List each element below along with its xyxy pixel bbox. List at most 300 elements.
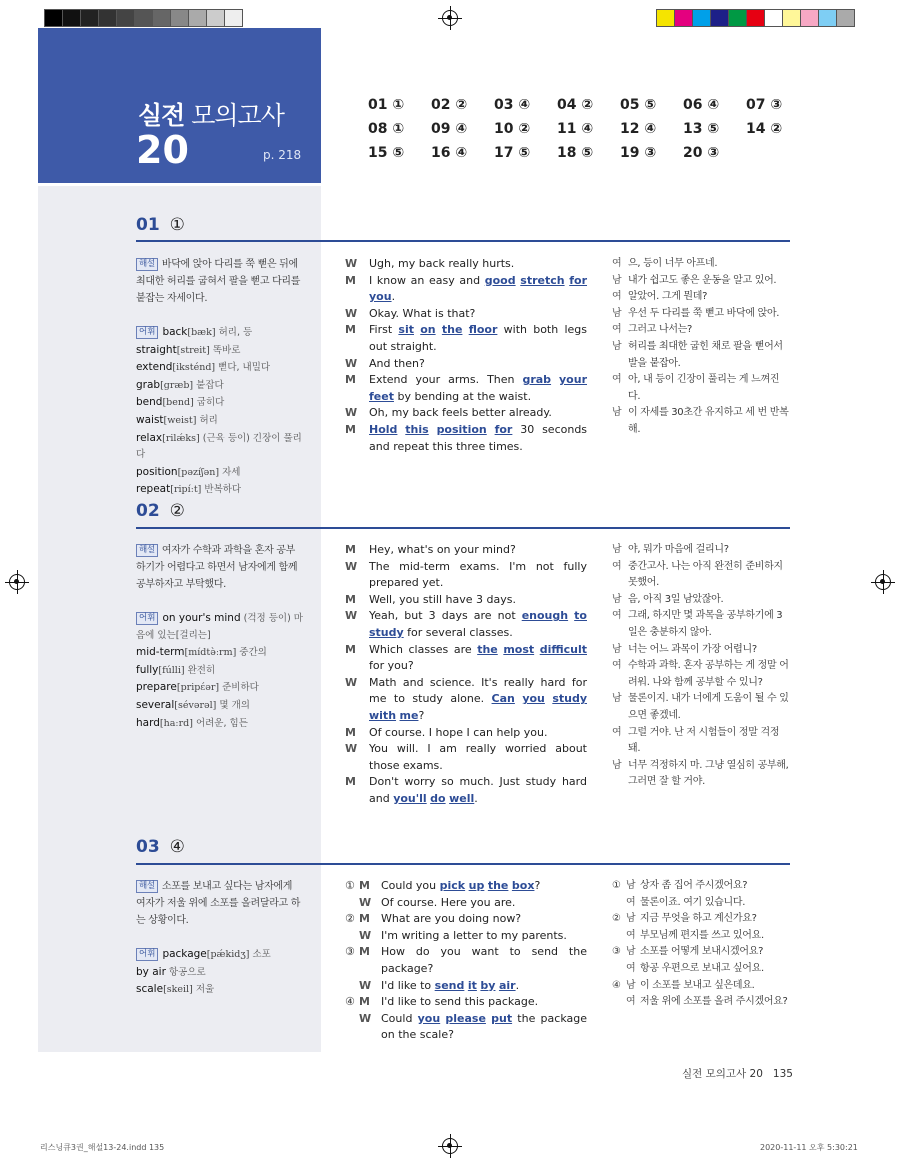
key-phrase: you [522,692,545,706]
vocab-word: mid-term [136,646,185,659]
dialogue-line [345,978,587,995]
vocab-phonetic: [iksténd] [172,362,216,374]
speaker-label: M [359,879,370,892]
key-phrase: the [487,879,509,892]
translation-line [612,895,790,912]
dialogue-text: How do you want to send the package? [381,945,587,975]
answer-item: 16 ④ [431,145,468,161]
vocab-word: repeat [136,483,171,496]
translation-text: 그러고 나서는? [628,324,693,336]
vocab-phonetic: [bæk] [187,327,216,338]
key-phrase: good [484,273,516,287]
translation-text: 음, 아직 3일 남았잖아. [628,593,724,605]
translation-line [612,725,790,758]
translation-text: 너는 어느 과목이 가장 어렵니? [628,643,757,655]
dialogue-text: with both legs out straight. [369,323,587,353]
speaker-label: 남 [612,544,622,555]
dialogue-line [345,273,587,306]
vocab-meaning: 허리, 등 [215,327,253,338]
dialogue-line [345,911,587,928]
vocab-item [136,981,304,999]
dialogue-text: by bending at the waist. [393,389,532,403]
vocab-word: fully [136,663,159,676]
answer-item: 13 ⑤ [683,121,720,137]
key-phrase: pick [439,879,466,892]
section-header: 02 ② [136,501,185,521]
dialogue-text: . [515,978,520,992]
explanation-tag: 해설 [136,258,158,271]
vocab-item [136,964,304,982]
dialogue-text: I'd like to send this package. [381,995,539,1009]
dialogue-text: Which classes are [369,642,478,656]
translation-line [612,691,790,724]
vocab-word: relax [136,431,163,444]
dialogue-text: Well, you still have 3 days. [369,592,516,606]
explanation-tag: 해설 [136,880,158,893]
speaker-label: M [345,642,356,656]
header-block [38,28,321,183]
choice-number: ④ [612,979,621,991]
vocab-item [136,610,304,644]
speaker-label: M [345,592,356,606]
speaker-label: M [345,373,356,387]
dialogue-text: Don't worry so much. Just study hard and [369,775,587,805]
vocab-phonetic: [rilǽks] [162,432,200,444]
vocab-meaning: 뻗다, 내밀다 [215,362,271,374]
key-phrase: stretch [520,273,565,287]
registration-mark-right [875,574,891,590]
vocab-meaning: 항공으로 [165,966,206,978]
vocab-list [136,610,304,732]
translation-line [612,405,790,438]
speaker-label: W [345,609,358,623]
dialogue-line [345,725,587,742]
vocab-word: position [136,465,178,478]
vocab-word: prepare [136,681,177,694]
speaker-label: M [359,945,370,959]
dialogue-line [345,608,587,641]
translation-line [612,256,790,273]
translation-text: 저울 위에 소포를 올려 주시겠어요? [640,996,788,1008]
speaker-label: 남 [612,593,622,605]
key-phrase: study [369,625,404,639]
explanation-note [136,542,304,593]
speaker-label: M [345,422,356,436]
translation-text: 부모님께 편지를 쓰고 있어요. [640,929,764,941]
vocab-item [136,715,304,733]
translation-text: 이 소포를 보내고 싶은데요. [640,979,755,991]
speaker-label: 남 [626,880,636,891]
speaker-label: 남 [612,693,622,705]
dialogue-line [345,994,587,1011]
vocab-meaning: 어려운, 힘든 [192,717,248,729]
vocab-list [136,324,304,499]
answer-item: 02 ② [431,97,468,113]
vocab-word: package [162,948,207,960]
speaker-label: W [359,1011,372,1025]
choice-number: ④ [345,995,355,1009]
translation-text: 알았어. 그게 뭔데? [628,291,708,303]
vocab-meaning: 반복하다 [201,484,242,496]
key-phrase: it [467,978,477,992]
translation-line [612,559,790,592]
choice-number: ② [345,912,355,926]
vocab-meaning: 중간의 [236,647,267,659]
key-phrase: difficult [539,642,587,656]
dialogue-text [429,423,437,436]
dialogue-line [345,542,587,559]
speaker-label: W [345,356,358,370]
dialogue-text: Extend your arms. Then [369,373,523,387]
translation [612,256,790,439]
key-phrase: me [399,708,419,722]
vocab-item [136,679,304,697]
speaker-label: 남 [612,407,622,419]
dialogue-line [345,895,587,912]
speaker-label: 여 [612,374,622,386]
translation-line [612,961,790,978]
vocab-phonetic: [mídtə̀ːrm] [184,647,237,659]
vocab-meaning: 몇 개의 [216,699,250,711]
speaker-label: 여 [612,258,622,269]
vocab-word: on your's mind [162,612,241,624]
vocab-item [136,377,304,395]
translation-text: 너무 걱정하지 마. 그냥 열심히 공부해, 그러면 잘 할 거야. [628,759,789,788]
explanation-text: 여자가 수학과 과학을 혼자 공부하기가 어렵다고 하면서 남자에게 함께 공부하자고 부탁했다. [136,545,298,590]
key-phrase: put [491,1011,513,1025]
key-phrase: to [574,609,587,623]
key-phrase: Hold [369,422,398,436]
answer-item: 10 ② [494,121,531,137]
answer-item: 03 ④ [494,97,531,113]
speaker-label: 여 [612,291,622,303]
vocab-meaning: (걱정 등이) 마음에 있는[걸리는] [136,613,303,641]
speaker-label: 여 [612,560,622,572]
translation-line [612,306,790,323]
translation-line [612,339,790,372]
translation-text: 야, 뭐가 마음에 걸리니? [628,544,729,555]
section-answer: ① [169,215,185,235]
key-phrase: up [468,879,485,892]
answer-item: 20 ③ [683,145,720,161]
vocab-item [136,342,304,360]
dialogue-line [345,878,587,895]
answer-item: 09 ④ [431,121,468,137]
vocab-meaning: 붙잡다 [193,379,224,391]
dialogue-line [345,642,587,675]
translation-text: 내가 쉽고도 좋은 운동을 알고 있어. [628,274,777,286]
answer-item: 17 ⑤ [494,145,531,161]
dialogue-text: Of course. I hope I can help you. [369,725,548,739]
translation-line [612,978,790,995]
dialogue-line [345,405,587,422]
translation-line [612,542,790,559]
translation-line [612,592,790,609]
speaker-label: W [345,406,358,420]
section-divider [136,863,790,865]
answer-item: 15 ⑤ [368,145,405,161]
translation-line [612,608,790,641]
vocab-item [136,464,304,482]
translation-line [612,658,790,691]
key-phrase: enough [521,609,569,623]
vocab-tag: 어휘 [136,612,158,625]
key-phrase: this [405,422,429,436]
key-phrase: study [552,692,587,706]
speaker-label: 남 [626,913,636,925]
dialogue-text: Of course. Here you are. [381,895,516,909]
key-phrase: position [436,422,487,436]
dialogue [345,256,587,455]
vocab-word: straight [136,343,177,356]
dialogue-line [345,559,587,592]
vocab-word: by air [136,965,166,978]
vocab-phonetic: [pəzíʃən] [177,466,220,478]
vocab-phonetic: [fúlli] [158,664,185,676]
file-slug: 리스닝큐3권_해설13-24.indd 135 [40,1143,165,1152]
vocab-meaning: 굽히다 [193,397,225,409]
speaker-label: 남 [626,946,636,958]
speaker-label: W [345,675,358,689]
translation-text: 지금 무엇을 하고 계신가요? [640,913,757,925]
key-phrase: grab [522,373,552,387]
dialogue-line [345,1011,587,1044]
speaker-label: W [345,257,358,270]
speaker-label: 여 [612,610,622,622]
speaker-label: M [345,543,356,556]
section-divider [136,527,790,529]
dialogue-text: Ugh, my back really hurts. [369,257,515,270]
color-bar [656,9,854,27]
speaker-label: M [345,323,356,337]
speaker-label: W [345,559,358,573]
section-answer: ④ [169,837,185,857]
key-phrase: Can [491,692,515,706]
translation-line [612,372,790,405]
dialogue-line [345,306,587,323]
dialogue-text: Oh, my back feels better already. [369,406,552,420]
answer-item: 12 ④ [620,121,657,137]
dialogue-text: ? [418,708,425,722]
choice-number: ① [345,879,355,892]
answer-item: 14 ② [746,121,783,137]
answer-item: 01 ① [368,97,405,113]
section-header: 03 ④ [136,837,185,857]
speaker-label: W [359,928,372,942]
dialogue-line [345,592,587,609]
dialogue-text: First [369,323,399,337]
section-header: 01 ① [136,215,185,235]
speaker-label: M [345,273,356,287]
vocab-item [136,662,304,680]
dialogue [345,542,587,808]
registration-mark-left [9,574,25,590]
translation-text: 으, 등이 너무 아프네. [628,258,718,269]
dialogue-text: for several classes. [403,625,513,639]
key-phrase: most [503,642,535,656]
translation-line [612,944,790,961]
vocab-phonetic: [græb] [160,379,194,391]
header-title: 실전 모의고사 [138,101,284,130]
translation-text: 항공 우편으로 보내고 싶어요. [640,962,764,974]
key-phrase: for [494,422,513,436]
speaker-label: 여 [626,896,636,908]
speaker-label: W [359,895,372,909]
vocab-meaning: 저울 [192,984,215,996]
vocab-item [136,697,304,715]
vocab-phonetic: [ripíːt] [170,484,202,496]
choice-number: ③ [612,946,621,958]
vocab-word: hard [136,716,160,729]
vocab-item [136,324,304,342]
speaker-label: 여 [612,324,622,336]
vocab-phonetic: [sévərəl] [174,699,217,711]
answer-item: 07 ③ [746,97,783,113]
page-footer [682,1066,793,1081]
translation-line [612,928,790,945]
vocab-phonetic: [streit] [176,344,210,356]
registration-mark-bottom [442,1138,458,1154]
vocab-word: extend [136,361,173,374]
vocab-word: grab [136,378,161,391]
translation-text: 아, 내 등이 긴장이 풀리는 게 느껴진다. [628,374,780,402]
vocab-word: waist [136,413,164,426]
translation-line [612,273,790,290]
dialogue [345,878,587,1044]
key-phrase: feet [369,389,394,403]
translation-line [612,642,790,659]
speaker-label: M [359,995,370,1009]
speaker-label: 남 [612,340,622,352]
vocab-meaning: 소포 [249,949,271,960]
choice-number: ② [612,913,621,925]
translation-text: 수학과 과학. 혼자 공부하는 게 정말 어려워. 나와 함께 공부할 수 있니? [628,660,789,688]
key-phrase: you'll [393,791,427,805]
dialogue-text: Could [381,1011,418,1025]
dialogue-text: Could you [381,879,440,892]
dialogue-text: . [391,290,396,304]
vocab-phonetic: [pǽkidʒ] [206,949,250,960]
translation-text: 소포를 어떻게 보내시겠어요? [640,946,764,958]
dialogue-text: Hey, what's on your mind? [369,543,516,556]
key-phrase: for [569,273,588,287]
explanation-text: 소포를 보내고 싶다는 남자에게 여자가 저울 위에 소포를 올려달라고 하는 상황이다. [136,881,301,926]
speaker-label: 여 [612,726,622,738]
speaker-label: 남 [626,979,636,991]
dialogue-text: And then? [369,356,425,370]
key-phrase: with [369,708,397,722]
vocab-item [136,359,304,377]
translation-text: 상자 좀 집어 주시겠어요? [640,880,748,891]
dialogue-line [345,741,587,774]
vocab-word: several [136,698,175,711]
key-phrase: box [511,879,535,892]
dialogue-line [345,372,587,405]
translation-text: 중간고사. 나는 아직 완전히 준비하지 못했어. [628,560,783,589]
vocab-item [136,644,304,662]
vocab-meaning: 자세 [219,466,241,478]
key-phrase: do [430,791,446,805]
vocab-word: back [162,326,188,338]
vocab-item [136,430,304,464]
vocab-meaning: 완전히 [184,664,216,676]
vocab-phonetic: [skeil] [163,984,193,996]
explanation-text: 바닥에 앉아 다리를 쭉 뻗은 뒤에 최대한 허리를 굽혀서 팔을 뻗고 다리를 붙잡는 자세이다. [136,259,301,304]
dialogue-text: The mid-term exams. I'm not fully prepared yet. [369,559,587,590]
vocab-tag: 어휘 [136,326,158,339]
speaker-label: 남 [612,643,622,655]
key-phrase: you [369,290,392,304]
vocab-item [136,412,304,430]
vocab-phonetic: [haːrd] [159,717,193,729]
page-number: 135 [772,1068,793,1080]
translation-line [612,878,790,895]
speaker-label: W [345,742,358,756]
key-phrase: floor [468,323,498,337]
explanation-tag: 해설 [136,544,158,557]
registration-mark-top [442,10,458,26]
speaker-label: 여 [626,996,636,1008]
speaker-label: 여 [626,929,636,941]
dialogue-text: What are you doing now? [381,912,522,926]
dialogue-line [345,928,587,945]
dialogue-text: for you? [369,659,414,673]
translation-line [612,289,790,306]
speaker-label: M [345,725,356,739]
dialogue-text: Okay. What is that? [369,306,476,320]
vocab-tag: 어휘 [136,948,158,961]
dialogue-text: I'd like to [381,978,435,992]
key-phrase: sit [398,323,414,337]
answer-item: 06 ④ [683,97,720,113]
dialogue-line [345,944,587,977]
print-timestamp: 2020-11-11 오후 5:30:21 [760,1143,858,1152]
translation-text: 물론이지. 내가 너에게 도움이 될 수 있으면 좋겠네. [628,693,789,721]
translation [612,542,790,791]
translation-text: 이 자세를 30초간 유지하고 세 번 반복해. [628,407,789,435]
translation [612,878,790,1011]
translation-text: 그래, 하지만 몇 과목을 공부하기에 3일은 충분하지 않아. [628,610,783,638]
vocab-word: scale [136,983,164,996]
key-phrase: the [477,642,498,656]
translation-text: 우선 두 다리를 쭉 뻗고 바닥에 앉아. [628,307,780,319]
speaker-label: 남 [612,759,622,771]
vocab-word: bend [136,396,163,409]
vocab-item [136,946,304,964]
answer-item: 11 ④ [557,121,594,137]
dialogue-text: 30 seconds and repeat this three times. [369,422,588,453]
page-reference: p. 218 [263,148,302,162]
dialogue-text: I'm writing a letter to my parents. [381,928,567,942]
choice-number: ③ [345,945,355,959]
explanation-note [136,256,304,307]
answer-item: 19 ③ [620,145,657,161]
section-answer: ② [169,501,185,521]
dialogue-line [345,422,587,455]
header-number: 20 [136,128,189,172]
vocab-item [136,394,304,412]
speaker-label: 여 [626,962,636,974]
translation-line [612,994,790,1011]
dialogue-text: I know an easy and [369,273,485,287]
key-phrase: please [445,1011,486,1025]
vocab-phonetic: [bend] [162,397,194,409]
key-phrase: you [417,1011,441,1025]
speaker-label: W [359,978,372,992]
dialogue-text [551,373,559,386]
translation-text: 그럴 거야. 난 저 시험들이 정말 걱정돼. [628,726,780,755]
vocab-meaning: 똑바로 [209,344,241,356]
